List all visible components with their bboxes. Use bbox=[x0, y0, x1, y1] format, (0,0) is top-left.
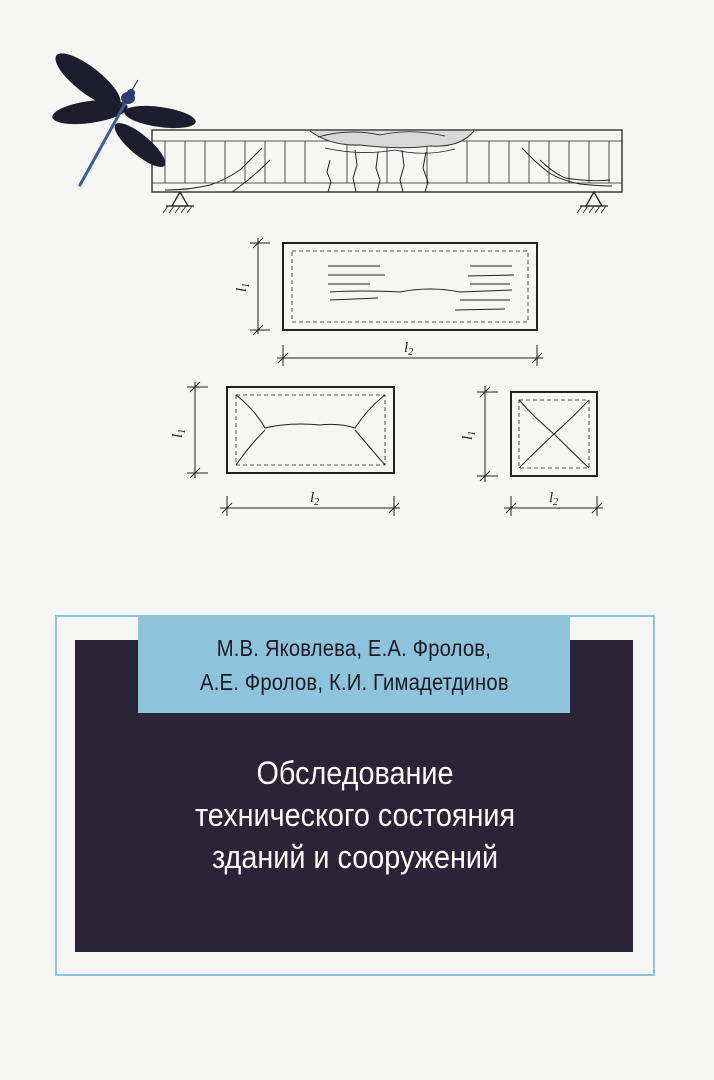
title-line-1: Обследование bbox=[256, 755, 454, 791]
rect-l1-label: $l_1$ bbox=[170, 428, 188, 438]
title-line-3: зданий и сооружений bbox=[211, 839, 499, 875]
book-title bbox=[95, 752, 615, 878]
rect-l2-label: $l_2$ bbox=[310, 490, 320, 508]
authors-block bbox=[138, 617, 570, 713]
slab-l2-label: $l_2$ bbox=[404, 340, 414, 358]
slab-l1-label: $l_1$ bbox=[234, 282, 252, 292]
dragonfly-icon bbox=[48, 45, 197, 185]
square-slab-diagram bbox=[477, 386, 603, 516]
title-line-2: технического состояния bbox=[194, 797, 516, 833]
beam-diagram bbox=[152, 130, 622, 213]
square-l2-label: $l_2$ bbox=[549, 490, 559, 508]
square-l1-label: $l_1$ bbox=[460, 430, 478, 440]
rect-slab-diagram bbox=[187, 382, 400, 516]
author-line-2: А.Е. Фролов, К.И. Гимадетдинов bbox=[199, 669, 509, 695]
author-line-1: М.В. Яковлева, Е.А. Фролов, bbox=[216, 635, 492, 661]
slab-diagram bbox=[250, 238, 543, 366]
